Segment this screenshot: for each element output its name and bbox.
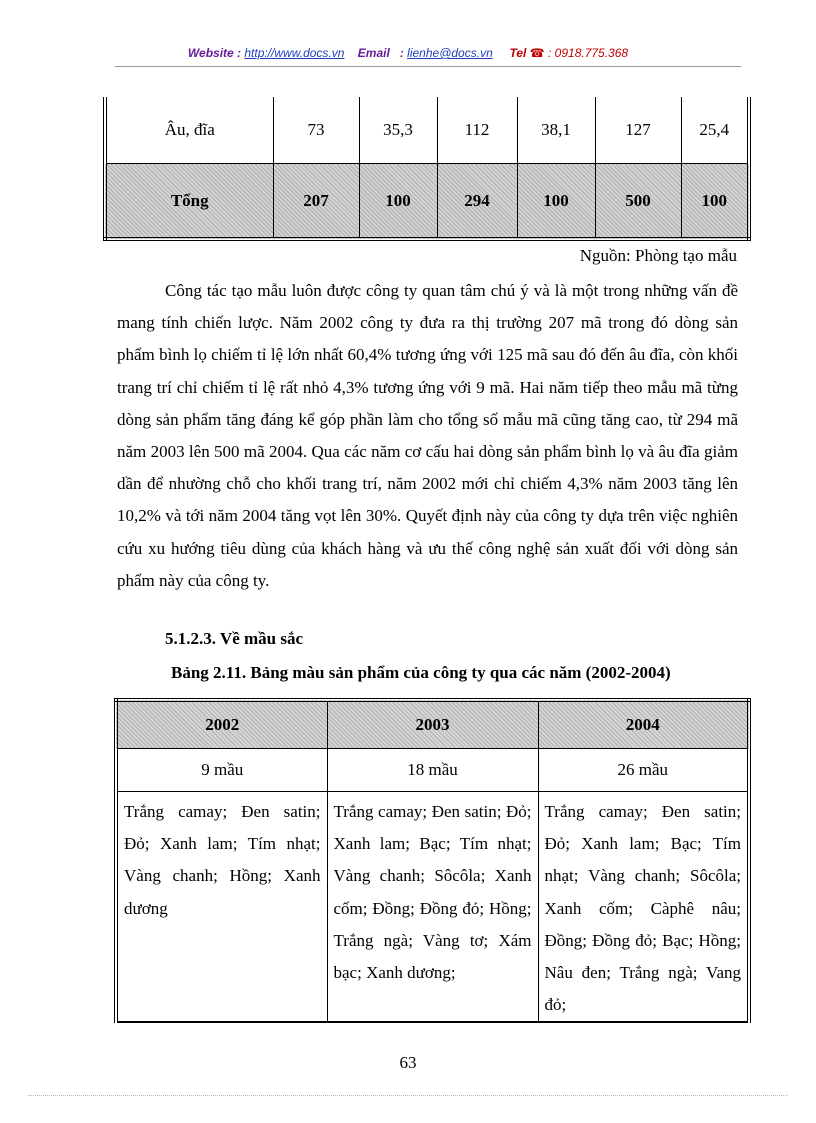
table-cell: 500 (595, 164, 681, 240)
table-caption: Bảng 2.11. Bảng màu sản phẩm của công ty qua các năm (2002-2004) (171, 663, 671, 682)
table-cell: 100 (359, 164, 437, 240)
table-cell: Âu, đĩa (105, 97, 273, 164)
table-cell: 294 (437, 164, 517, 240)
table-cell: 73 (273, 97, 359, 164)
website-label: Website : (187, 46, 242, 60)
table-row (116, 792, 749, 1023)
page-number: 63 (399, 1053, 417, 1072)
header-cell-2002: 2002 (116, 700, 327, 749)
table-cell: 100 (517, 164, 595, 240)
table-header-row (116, 700, 749, 749)
table-cell: 207 (273, 164, 359, 240)
header-divider (115, 66, 741, 67)
table-cell: 35,3 (359, 97, 437, 164)
table-cell: 38,1 (517, 97, 595, 164)
table-cell: 112 (437, 97, 517, 164)
count-cell-2003: 18 mầu (327, 749, 538, 792)
tel-number: 0918.775.368 (554, 46, 629, 60)
email-separator: : (399, 46, 404, 60)
colors-cell-2003: Trắng camay; Đen satin; Đỏ; Xanh lam; Bạc; Tím nhạt; Vàng chanh; Sôcôla; Xanh cốm; Đồng; Đồng đỏ; Hồng; Trắng ngà; Vàng tơ; Xám bạc; Xanh dương; (327, 792, 538, 1023)
footer-divider (28, 1095, 788, 1096)
colors-cell-2004: Trắng camay; Đen satin; Đỏ; Xanh lam; Bạc; Tím nhạt; Vàng chanh; Sôcôla; Xanh cốm; Càphê nâu; Đồng; Đồng đỏ; Bạc; Hồng; Nâu đen; Trắng ngà; Vang đỏ; (538, 792, 749, 1023)
count-cell-2002: 9 mầu (116, 749, 327, 792)
header-cell-2003: 2003 (327, 700, 538, 749)
table-row (116, 749, 749, 792)
email-link[interactable]: lienhe@docs.vn (407, 46, 493, 60)
product-codes-table (103, 97, 751, 241)
color-table (114, 698, 751, 1023)
email-label: Email (357, 46, 390, 60)
tel-separator: : (547, 46, 552, 60)
header-cell-2004: 2004 (538, 700, 749, 749)
table-cell: Tổng (105, 164, 273, 240)
website-link[interactable]: http://www.docs.vn (244, 46, 345, 60)
body-paragraph: Công tác tạo mẫu luôn được công ty quan tâm chú ý và là một trong những vấn đề mang tính chiến lược. Năm 2002 công ty đưa ra thị trường 207 mã trong đó dòng sản phẩm bình lọ chiếm tỉ lệ lớn nhất 60,4% tương ứng với 125 mã sau đó đến âu đĩa, còn khối trang trí chỉ chiếm tỉ lệ rất nhỏ 4,3% tương ứng với 9 mã. Hai năm tiếp theo mẫu mã từng dòng sản phẩm tăng đáng kể góp phần làm cho tổng số mẫu mã cũng tăng cao, từ 294 mã năm 2003 lên 500 mã 2004. Qua các năm cơ cấu hai dòng sản phẩm bình lọ và âu đĩa giảm dần để nhường chỗ cho khối trang trí, năm 2002 mới chỉ chiếm 4,3% năm 2003 tăng lên 10,2% và tới năm 2004 tăng vọt lên 30%. Quyết định này của công ty dựa trên việc nghiên cứu xu hướng tiêu dùng của khách hàng và ưu thế công nghệ sản xuất đối với dòng sản phẩm này của công ty. (117, 281, 738, 590)
table-total-row (105, 164, 749, 240)
table-cell: 127 (595, 97, 681, 164)
section-heading: 5.1.2.3. Về mầu sắc (165, 629, 304, 648)
table-cell: 100 (681, 164, 749, 240)
source-note: Nguồn: Phòng tạo mẫu (579, 246, 737, 265)
tel-label: Tel ☎ (509, 46, 545, 60)
table-row (105, 97, 749, 164)
count-cell-2004: 26 mầu (538, 749, 749, 792)
page-header (0, 46, 816, 60)
colors-cell-2002: Trắng camay; Đen satin; Đỏ; Xanh lam; Tím nhạt; Vàng chanh; Hồng; Xanh dương (116, 792, 327, 1023)
table-cell: 25,4 (681, 97, 749, 164)
